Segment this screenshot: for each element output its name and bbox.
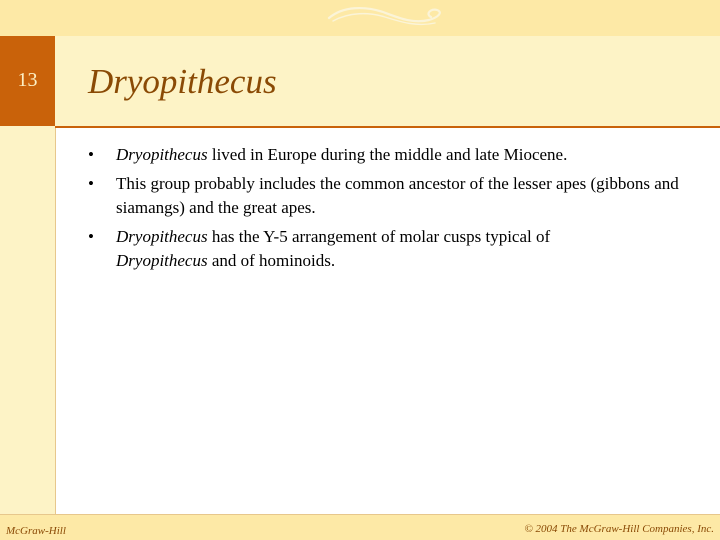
- publisher-name: McGraw-Hill: [6, 525, 66, 537]
- slide-title: Dryopithecus: [88, 62, 277, 101]
- bullet-3-genus-2: Dryopithecus: [116, 251, 208, 270]
- bullet-1-text: lived in Europe during the middle and late Miocene.: [207, 145, 568, 164]
- bullet-3-genus: Dryopithecus: [116, 227, 208, 246]
- bullet-item-3: [88, 225, 688, 273]
- bullet-2-text: This group probably includes the common ancestor of the lesser apes (gibbons and siamangs) and the great apes.: [116, 174, 679, 217]
- bullet-list: [88, 143, 688, 278]
- bullet-item-1: [88, 143, 688, 167]
- bullet-item-2: [88, 172, 688, 220]
- slide-number: 13: [17, 69, 38, 91]
- bullet-3-text-2: and of hominoids.: [207, 251, 336, 270]
- bullet-3-text: has the Y-5 arrangement of molar cusps typical of: [207, 227, 551, 246]
- bullet-1-genus: Dryopithecus: [116, 145, 208, 164]
- copyright-notice: © 2004 The McGraw-Hill Companies, Inc.: [524, 523, 714, 535]
- swirl-ornament-icon: [325, 2, 450, 32]
